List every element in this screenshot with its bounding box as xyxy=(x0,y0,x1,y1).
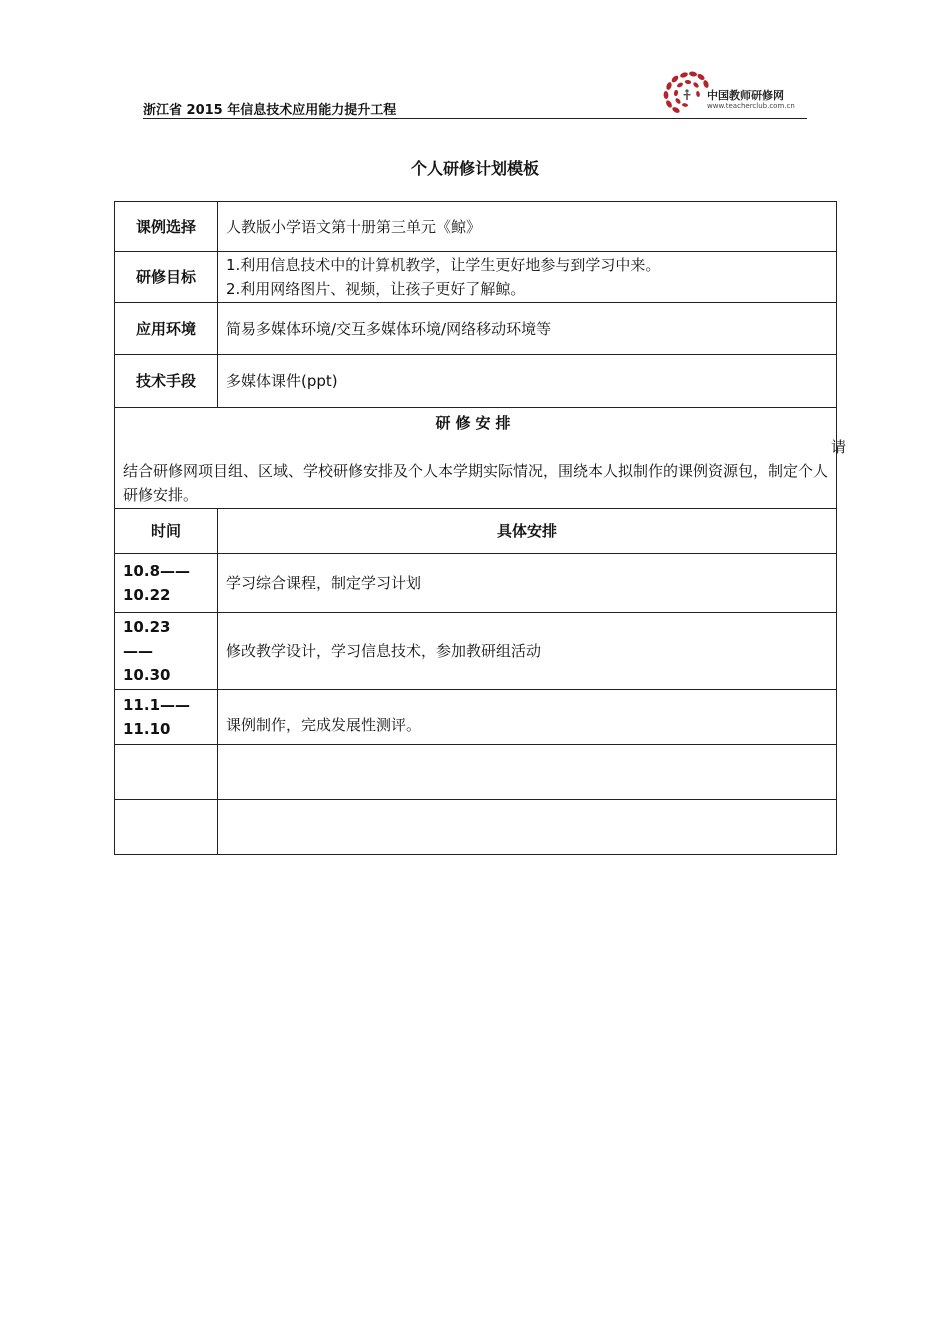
schedule-date xyxy=(115,690,218,745)
schedule-date xyxy=(115,613,218,690)
empty-cell xyxy=(115,800,218,855)
schedule-date xyxy=(115,554,218,613)
date-line: —— xyxy=(123,642,153,660)
date-line: 10.23 xyxy=(123,618,171,636)
time-header: 时间 xyxy=(115,509,218,554)
table-row xyxy=(115,690,837,745)
date-line: 11.10 xyxy=(123,720,171,738)
header-project-title: 浙江省 2015 年信息技术应用能力提升工程 xyxy=(143,103,397,118)
env-label: 应用环境 xyxy=(115,303,218,355)
detail-header: 具体安排 xyxy=(218,509,837,554)
empty-cell xyxy=(218,800,837,855)
table-row-case xyxy=(115,202,837,252)
header-divider xyxy=(143,118,807,119)
table-row-environment xyxy=(115,303,837,355)
goal-line-2: 2.利用网络图片、视频，让孩子更好了解鲸。 xyxy=(226,280,526,298)
research-plan-table xyxy=(114,201,846,855)
arrangement-cell xyxy=(115,408,846,509)
schedule-detail: 修改教学设计，学习信息技术，参加教研组活动 xyxy=(218,613,837,690)
please-marker: 请 xyxy=(830,438,846,456)
date-line: 10.30 xyxy=(123,666,171,684)
table-row-schedule-header xyxy=(115,509,837,554)
document-title: 个人研修计划模板 xyxy=(410,159,539,178)
goal-label: 研修目标 xyxy=(115,252,218,303)
tech-label: 技术手段 xyxy=(115,355,218,408)
table-row-tech xyxy=(115,355,837,408)
arrangement-instruction: 结合研修网项目组、区域、学校研修安排及个人本学期实际情况，围绕本人拟制作的课例资源包，制定个人研修安排。 xyxy=(123,462,829,504)
table-row-empty xyxy=(115,800,837,855)
table-row xyxy=(115,613,837,690)
date-line: 11.1—— xyxy=(123,696,191,714)
date-line: 10.8—— xyxy=(123,562,191,580)
table-row-empty xyxy=(115,745,837,800)
tech-value: 多媒体课件(ppt) xyxy=(218,355,837,408)
schedule-detail: 课例制作，完成发展性测评。 xyxy=(218,690,837,745)
case-value: 人教版小学语文第十册第三单元《鲸》 xyxy=(218,202,837,252)
date-line: 10.22 xyxy=(123,586,171,604)
table-row xyxy=(115,554,837,613)
empty-cell xyxy=(115,745,218,800)
table-row-goal xyxy=(115,252,837,303)
empty-cell xyxy=(218,745,837,800)
schedule-detail: 学习综合课程，制定学习计划 xyxy=(218,554,837,613)
env-value: 简易多媒体环境/交互多媒体环境/网络移动环境等 xyxy=(218,303,837,355)
goal-line-1: 1.利用信息技术中的计算机教学，让学生更好地参与到学习中来。 xyxy=(226,256,661,274)
case-label: 课例选择 xyxy=(115,202,218,252)
arrangement-heading: 研修安排 xyxy=(435,414,516,432)
goal-value xyxy=(218,252,837,303)
logo-name: 中国教师研修网 xyxy=(707,89,784,102)
table-row-arrangement xyxy=(115,408,837,509)
logo-url: www.teacherclub.com.cn xyxy=(707,102,795,110)
